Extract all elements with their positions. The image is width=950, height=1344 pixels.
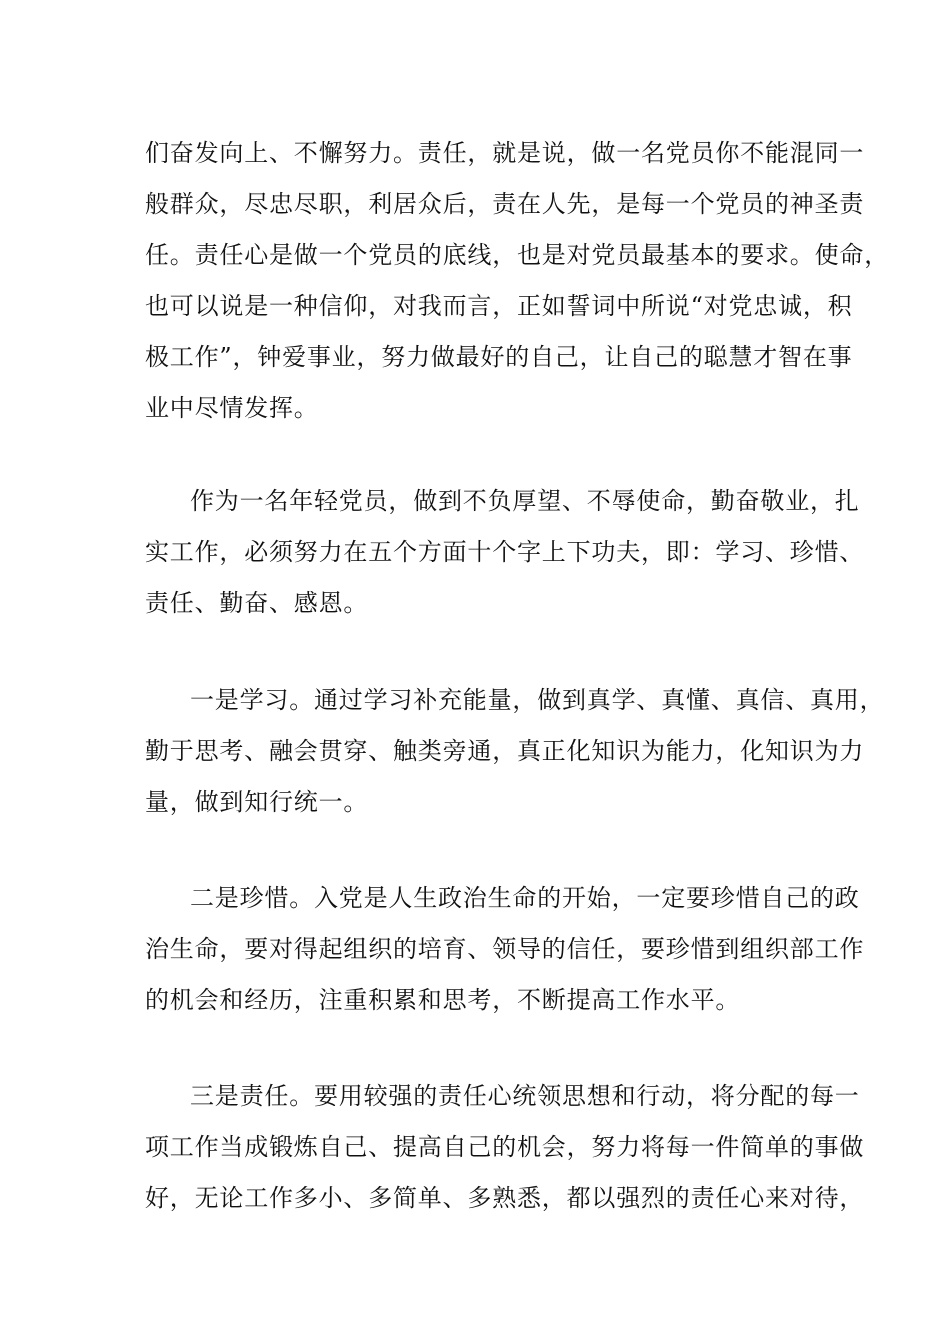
text-line: 二是珍惜。入党是人生政治生命的开始，一定要珍惜自己的政 xyxy=(190,884,860,912)
text-line: 业中尽情发挥。 xyxy=(145,394,319,422)
text-line: 责任、勤奋、感恩。 xyxy=(145,589,369,617)
text-line: 任。责任心是做一个党员的底线，也是对党员最基本的要求。使命， xyxy=(145,241,889,269)
paragraph-cherish xyxy=(145,873,865,1026)
text-line: 一是学习。通过学习补充能量，做到真学、真懂、真信、真用， xyxy=(190,686,885,714)
text-line: 勤于思考、融会贯穿、触类旁通，真正化知识为能力，化知识为力 xyxy=(145,737,865,765)
text-line: 项工作当成锻炼自己、提高自己的机会，努力将每一件简单的事做 xyxy=(145,1133,865,1161)
text-line: 好，无论工作多小、多简单、多熟悉，都以强烈的责任心来对待， xyxy=(145,1184,865,1212)
text-line: 三是责任。要用较强的责任心统领思想和行动，将分配的每一 xyxy=(190,1082,860,1110)
text-line: 作为一名年轻党员，做到不负厚望、不辱使命，勤奋敬业，扎 xyxy=(190,487,860,515)
text-line: 的机会和经历，注重积累和思考，不断提高工作水平。 xyxy=(145,986,741,1014)
paragraph-responsibility-mission xyxy=(145,128,889,434)
paragraph-study xyxy=(145,675,885,828)
text-line: 量，做到知行统一。 xyxy=(145,788,369,816)
text-line: 实工作，必须努力在五个方面十个字上下功夫，即：学习、珍惜、 xyxy=(145,538,865,566)
text-line: 极工作”，钟爱事业，努力做最好的自己，让自己的聪慧才智在事 xyxy=(145,343,853,371)
text-line: 们奋发向上、不懈努力。责任，就是说，做一名党员你不能混同一 xyxy=(145,139,865,167)
text-line: 也可以说是一种信仰，对我而言，正如誓词中所说“对党忠诚，积 xyxy=(145,292,853,320)
text-line: 治生命，要对得起组织的培育、领导的信任，要珍惜到组织部工作 xyxy=(145,935,865,963)
paragraph-young-member xyxy=(145,476,865,629)
paragraph-responsibility xyxy=(145,1071,865,1224)
text-line: 般群众，尽忠尽职，利居众后，责在人先，是每一个党员的神圣责 xyxy=(145,190,865,218)
